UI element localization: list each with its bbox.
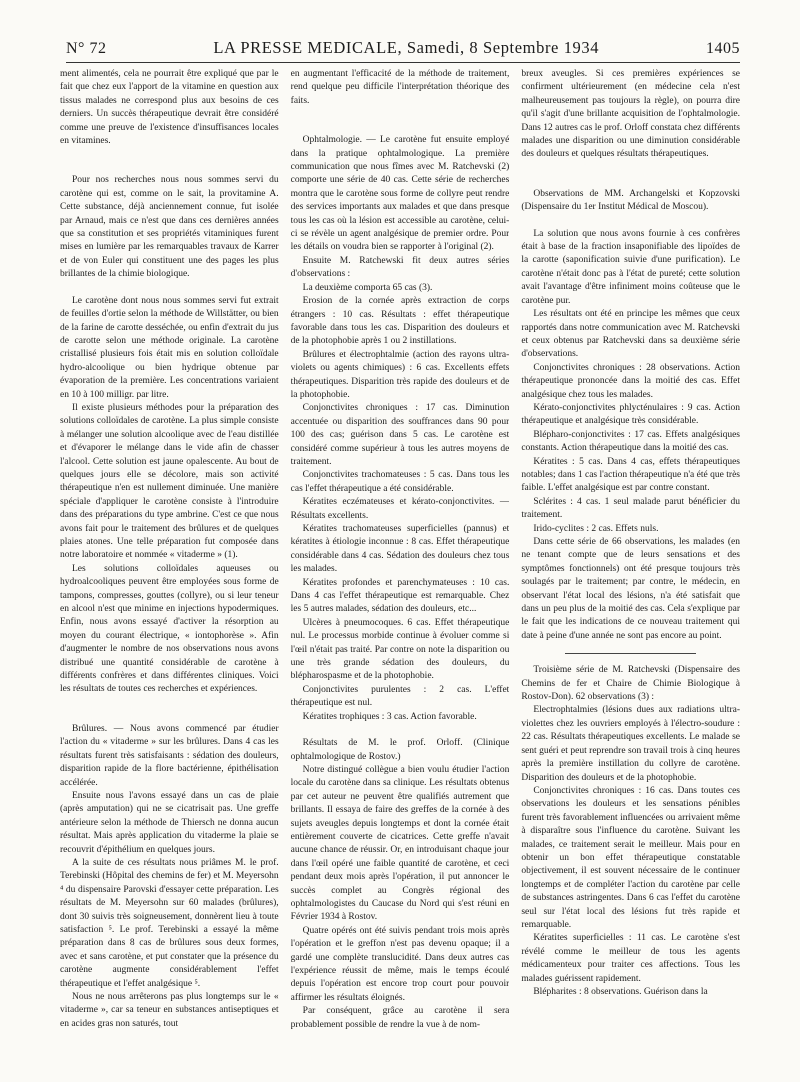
section-orloff: Résultats de M. le prof. Orloff. (Clinique ophtalmologique de Rostov.): [290, 738, 510, 762]
paragraph: Notre distingué collègue a bien voulu étudier l'action locale du carotène dans sa clinique. Les résultats obtenus par cet auteur ne peuvent être qualifiés autrement que brillants. Il essaya de faire des greffes de la cornée à des sujets aveugles depuis longtemps et dont la cornée était entièrement couverte de cicatrices. Cette greffe n'avait aucune chance de réussir. Or, en introduisant chaque jour dans l'œil opéré une faible quantité de carotène, et ceci pendant deux mois après l'opération, il put annoncer le succès complet au Congrès régional des ophtalmologistes du Caucase du Nord qui s'est réuni en Février 1934 à Rostov.: [290, 764, 510, 923]
section-ophthalmology: Ophtalmologie. — Le carotène fut ensuite employé dans la pratique ophtalmologique. La première communication que nous fîmes avec M. Ratchevski (2) comporte une série de 40 cas. Cette série de recherches montra que le carotène sous forme de collyre peut rendre des services importants aux malades et que dans presque tous les cas où la lésion est accessible au carotène, celui-ci se révèle un agent analgésique de premier ordre. Pour les détails on voudra bien se rapporter à l'original (2).: [290, 135, 510, 253]
journal-name: LA PRESSE MEDICALE: [213, 38, 398, 57]
paragraph: La deuxième comporta 65 cas (3).: [302, 282, 433, 293]
paragraph: Kératites eczémateuses et kérato-conjonctivites. — Résultats excellents.: [290, 497, 510, 521]
section-burns: Brûlures. — Nous avons commencé par étudier l'action du « vitaderme » sur les brûlures. Dans 4 cas les résultats furent très satisfaisants : sédation des douleurs, disparition rapide de la flore bactérienne, épithélisation accélérée.: [60, 723, 279, 788]
page-header: [66, 38, 740, 58]
journal-title: [213, 38, 599, 58]
paragraph: Kératites trophiques : 3 cas. Action favorable.: [302, 711, 477, 722]
paragraph: Les résultats ont été en principe les mêmes que ceux rapportés dans notre communication avec M. Ratchevski et ceux obtenus par Ratchevski dans sa deuxième série d'observations.: [521, 309, 740, 360]
paragraph: Les solutions colloïdales aqueuses ou hydroalcooliques peuvent être employées sous forme de tampons, compresses, gouttes (collyre), ou si leur teneur en alcool n'est que minime en injections hypodermiques. Enfin, nous avons essayé d'activer la résorption au moyen du courant électrique, « iontophorèse ». Afin d'augmenter le nombre de nos observations nous avons distribué une quantité considérable de carotène à différents confrères et dans différentes cliniques. Voici les résultats de toutes ces recherches et expériences.: [60, 563, 279, 695]
paragraph: Quatre opérés ont été suivis pendant trois mois après l'opération et le greffon n'est pas devenu opaque; il a gardé une complète translucidité. Dans deux autres cas l'expérience réussit de même, mais le temps écoulé depuis l'opération est encore trop court pour pouvoir affirmer les résultats éloignés.: [290, 925, 510, 1003]
paragraph: Dans cette série de 66 observations, les malades (en ne tenant compte que de leurs sensations et des symptômes fonctionnels) ont été presque toujours très soulagés par le traitement; par contre, le médecin, en observant l'état local des lésions, n'a été satisfait que dans un peu plus de la moitié des cas. Cela s'explique par le fait que les indications de ce nouveau traitement qui date à peine d'une année ne sont pas encore au point.: [521, 537, 740, 641]
paragraph: Erosion de la cornée après extraction de corps étrangers : 10 cas. Résultats : effet thérapeutique favorable dans tous les cas. Disparition des douleurs et de la photophobie après 1 ou 2 instillations.: [290, 296, 510, 347]
paragraph: Conjonctivites purulentes : 2 cas. L'effet thérapeutique est nul.: [290, 684, 510, 709]
column-1: [60, 68, 279, 1076]
paragraph: Kératites trachomateuses superficielles (pannus) et kératites à étiologie inconnue : 8 cas. Effet thérapeutique considérable dans 4 cas. Sédation des douleurs chez tous les malades.: [290, 524, 510, 575]
paragraph: Brûlures et électrophtalmie (action des rayons ultra-violets ou agents chimiques) : 6 cas. Excellents effets thérapeutiques. Disparition très rapide des douleurs et de la photophobie.: [290, 349, 510, 400]
paragraph: Par conséquent, grâce au carotène il sera probablement possible de rendre la vue à de nom-: [290, 1006, 510, 1030]
issue-date: , Samedi, 8 Septembre 1934: [397, 38, 600, 57]
paragraph: Electrophtalmies (lésions dues aux radiations ultra-violettes chez les ouvriers employés à l'électro-soudure : 22 cas. Résultats thérapeutiques excellents. Le malade se sent guéri et peut reprendre son travail trois à cinq heures après la première instillation du collyre de carotène. Disparition des douleurs et de la photophobie.: [521, 705, 740, 783]
paragraph: Conjonctivites chroniques : 17 cas. Diminution accentuée ou disparition des souffrances dans 90 pour 100 des cas; guérison dans 5 cas. Le carotène est considéré comme supérieur à tous les autres moyens de traitement.: [290, 403, 510, 467]
page-number: 1405: [706, 40, 740, 57]
section-archangelski: Observations de MM. Archangelski et Kopzovski (Dispensaire du 1er Institut Médical de Moscou).: [521, 188, 740, 213]
paragraph: Il existe plusieurs méthodes pour la préparation des solutions colloïdales de carotène. La plus simple consiste à mélanger une solution alcoolique avec de l'eau distillée et d'évaporer le mélange dans le vide afin de chasser l'alcool. Cette solution est jaune opalescente. Au bout de quelques jours elle se décolore, mais son activité thérapeutique n'en est nullement diminuée. Une manière spéciale d'appliquer le carotène consiste à l'introduire dans des préparations du type ambrine. C'est ce que nous avons fait pour le traitement des brûlures et de quelques plaies atones. Une telle préparation fut composée dans notre laboratoire et nommée « vitaderme » (1).: [60, 402, 279, 561]
article-columns: [60, 68, 740, 1076]
paragraph: Sclérites : 4 cas. 1 seul malade parut bénéficier du traitement.: [521, 496, 740, 521]
paragraph: breux aveugles. Si ces premières expériences se confirment ultérieurement (en médecine cela n'est malheureusement pas toujours la règle), on pourra dire qu'il s'agit d'une brillante acquisition de l'ophtalmologie. Dans 12 autres cas le prof. Orloff constata chez différents malades une disparition ou une diminution considérable des douleurs et quelques résultats thérapeutiques.: [521, 69, 740, 160]
paragraph: Conjonctivites trachomateuses : 5 cas. Dans tous les cas l'effet thérapeutique a été considérable.: [290, 470, 510, 494]
paragraph: Nous ne nous arrêterons pas plus longtemps sur le « vitaderme », car sa teneur en substances antiseptiques et en acides gras non saturés, tout: [60, 992, 279, 1029]
paragraph: Kératites superficielles : 11 cas. Le carotène s'est révélé comme le meilleur de tous les agents médicamenteux pour traiter ces affections. Tous les malades guérissent rapidement.: [521, 933, 740, 984]
paragraph: Blépharites : 8 observations. Guérison dans la: [533, 987, 708, 997]
issue-number: N° 72: [66, 40, 107, 57]
section-divider: [565, 653, 696, 654]
paragraph: Ulcères à pneumocoques. 6 cas. Effet thérapeutique nul. Le processus morbide continue à évoluer comme si l'œil n'était pas traité. Par contre on note la disparition ou une très grande sédation des douleurs, du blépharospasme et de la photophobie.: [290, 617, 510, 682]
column-3: [521, 68, 740, 1076]
paragraph: ment alimentés, cela ne pourrait être expliqué que par le fait que chez eux l'apport de la vitamine en question aux tissus malades ne correspond plus aux besoins de ces derniers. Un succès thérapeutique devrait être considéré comme une preuve de l'existence d'insuffisances locales en vitamines.: [60, 69, 279, 147]
paragraph: La solution que nous avons fournie à ces confrères était à base de la fraction insaponifiable des lipoïdes de la carotte (saponification suivie d'une purification). Le carotène n'était donc pas à l'état de pureté; cette solution avait l'avantage d'être infiniment moins coûteuse que le carotène pur.: [521, 228, 740, 306]
paragraph: Irido-cyclites : 2 cas. Effets nuls.: [533, 523, 659, 534]
paragraph: Conjonctivites chroniques : 16 cas. Dans toutes ces observations les douleurs et les sensations pénibles furent très favorablement influencées ou arrivaient même à disparaître sous l'influence du carotène. Suivant les malades, ce traitement serait le meilleur. Mais pour en obtenir un bon effet thérapeutique constatable objectivement, il est souvent nécessaire de le continuer longtemps et de compléter l'action du carotène par celle de substances astringentes. Dans 6 cas l'effet du carotène seul sur l'état local des lésions fut très rapide et remarquable.: [521, 785, 740, 930]
header-rule: [66, 62, 740, 63]
paragraph: A la suite de ces résultats nous priâmes M. le prof. Terebinski (Hôpital des chemins de fer) et M. Meyersohn ⁴ du dispensaire Parovski d'essayer cette préparation. Les résultats de M. Meyersohn sur 60 malades (brûlures), dont 30 suivis très soigneusement, donnèrent lieu à toute satisfaction ⁵. Le prof. Terebinski a essayé la même préparation dans 8 cas de brûlures sous deux formes, avec et sans carotène, et put constater que la présence du carotène augmente considérablement l'effet thérapeutique et l'effet analgésique ⁵.: [60, 857, 279, 989]
paragraph: en augmentant l'efficacité de la méthode de traitement, rend quelque peu difficile l'interprétation théorique des faits.: [290, 69, 510, 106]
paragraph: Kérato-conjonctivites phlycténulaires : 9 cas. Action thérapeutique et analgésique très considérable.: [521, 402, 740, 427]
paragraph: Pour nos recherches nous nous sommes servi du carotène qui est, comme on le sait, la provitamine A. Cette substance, déjà anciennement connue, fut isolée par Arnaud, mais ce n'est que dans ces dernières années que sa constitution et ses propriétés vitaminiques furent mises en lumière par les remarquables travaux de Karrer et de von Euler qui constituent une des pages les plus brillantes de la chimie biologique.: [60, 175, 279, 280]
paragraph: Blépharo-conjonctivites : 17 cas. Effets analgésiques constants. Action thérapeutique dans la moitié des cas.: [521, 429, 740, 454]
paragraph: Kératites profondes et parenchymateuses : 10 cas. Dans 4 cas l'effet thérapeutique est remarquable. Chez les 5 autres malades, sédation des douleurs, etc...: [290, 577, 510, 615]
paragraph: Ensuite M. Ratchewski fit deux autres séries d'observations :: [290, 255, 510, 280]
column-2: [291, 68, 510, 1076]
paragraph: Le carotène dont nous nous sommes servi fut extrait de feuilles d'ortie selon la méthode de Willstätter, ou bien de la farine de carotte desséchée, ou enfin d'extrait du jus de carotte selon une méthode originale. La carotène cristallisé plusieurs fois était mis en solution colloïdale hydro-alcoolique ou bien hydrique obtenue par évaporation de la première. Les concentrations variaient en 10 à 100 milligr. par litre.: [60, 295, 279, 400]
paragraph: Ensuite nous l'avons essayé dans un cas de plaie (après amputation) qui ne se cicatrisait pas. Une greffe antérieure selon la méthode de Thiersch ne donna aucun résultat. Mais après application du vitaderme la plaie se recouvrit d'épithélium en quelques jours.: [60, 790, 279, 855]
paragraph: Kératites : 5 cas. Dans 4 cas, effets thérapeutiques notables; dans 1 cas l'action thérapeutique n'a été que très faible. L'effet analgésique est par contre constant.: [521, 456, 740, 494]
paragraph: Conjonctivites chroniques : 28 observations. Action thérapeutique prononcée dans la moitié des cas. Effet analgésique chez tous les malades.: [521, 362, 740, 400]
section-third-series: Troisième série de M. Ratchevski (Dispensaire des Chemins de fer et Chaire de Chimie Biologique à Rostov-Don). 62 observations (3) :: [521, 665, 740, 703]
